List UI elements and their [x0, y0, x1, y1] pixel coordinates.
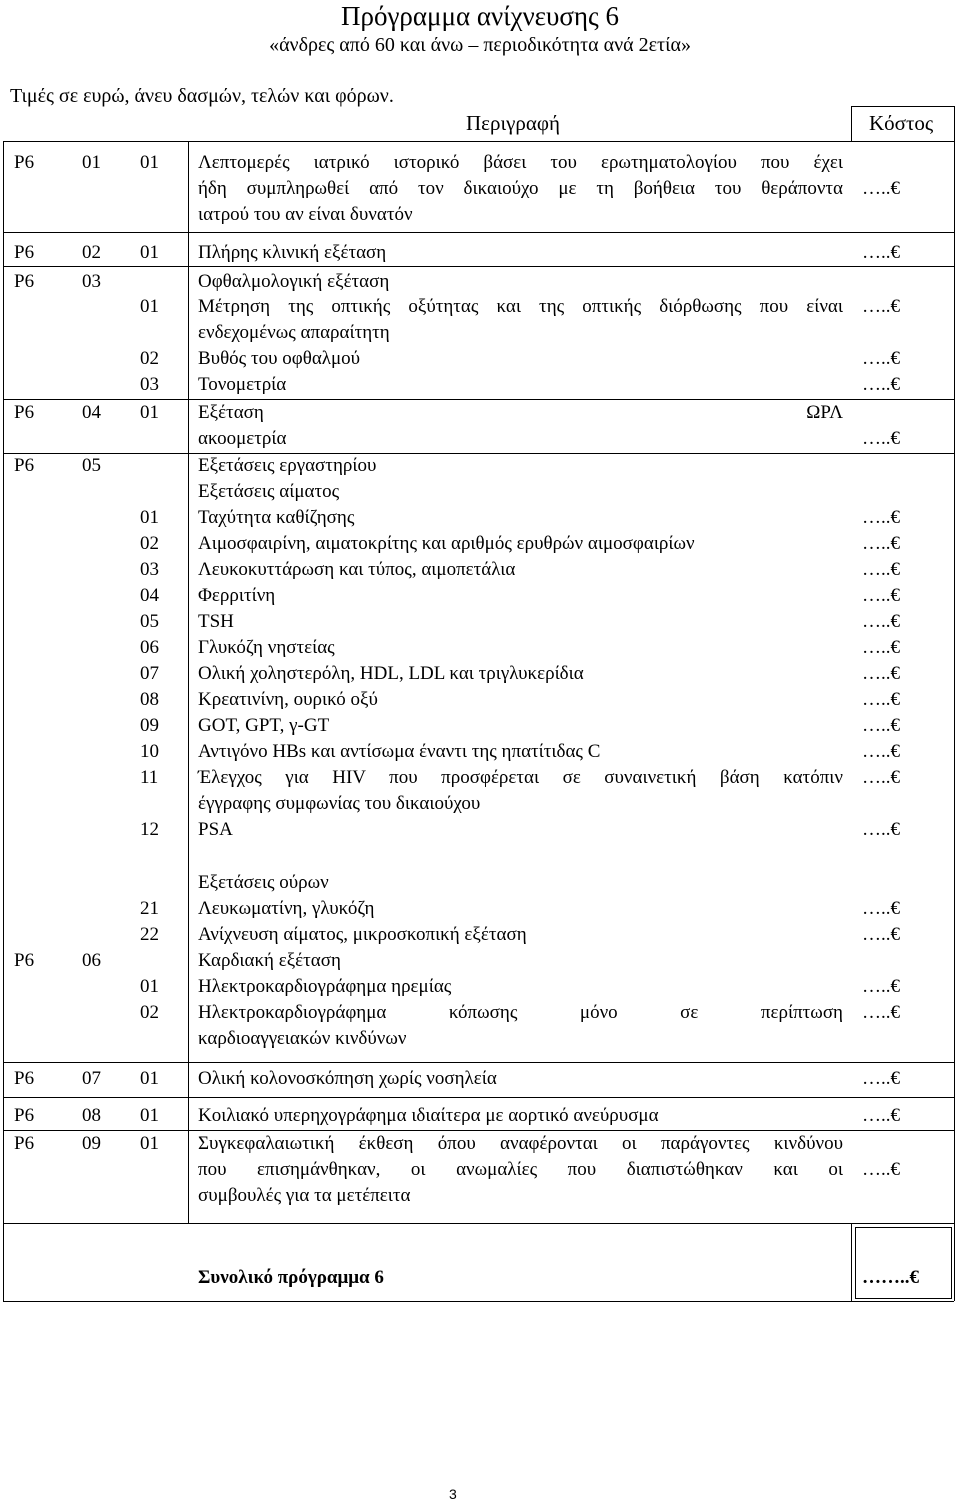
code-item: 02	[140, 1002, 159, 1023]
cost-value: …..€	[862, 637, 900, 658]
code-item: 05	[140, 611, 159, 632]
item-description: Λευκωματίνη, γλυκόζη	[198, 898, 375, 919]
column-header-description: Περιγραφή	[466, 111, 560, 135]
item-description: GOT, GPT, γ-GT	[198, 715, 330, 736]
code-program: P6	[14, 1068, 35, 1089]
item-description: Κρεατινίνη, ουρικό οξύ	[198, 689, 378, 710]
item-description: Κοιλιακό υπερηχογράφημα ιδιαίτερα με αορτικό ανεύρυσμα	[198, 1105, 659, 1126]
cost-value: …..€	[862, 296, 900, 317]
table-border-left	[3, 141, 4, 1301]
item-description: Αιμοσφαιρίνη, αιματοκρίτης και αριθμός ερυθρών αιμοσφαιρίων	[198, 533, 695, 554]
item-description: καρδιοαγγειακών κινδύνων	[198, 1028, 407, 1050]
cost-value: …..€	[862, 1159, 900, 1180]
item-description: έγγραφης συμφωνίας του δικαιούχου	[198, 793, 481, 815]
code-program: P6	[14, 1105, 35, 1126]
item-description: Μέτρηση της οπτικής οξύτητας και της οπτικής διόρθωσης που είναι	[198, 296, 843, 317]
cost-value: …..€	[862, 689, 900, 710]
item-description: Συγκεφαλαιωτική έκθεση όπου αναφέρονται οι παράγοντες κινδύνου	[198, 1133, 843, 1154]
table-rule	[851, 1223, 852, 1301]
cost-value: …..€	[862, 741, 900, 762]
page-number: 3	[449, 1486, 457, 1502]
item-description: Λευκοκυττάρωση και τύπος, αιμοπετάλια	[198, 559, 516, 580]
code-item: 01	[140, 152, 159, 173]
table-rule	[188, 141, 189, 1223]
cost-value: …..€	[862, 348, 900, 369]
item-description: Ταχύτητα καθίζησης	[198, 507, 355, 528]
table-border-right	[954, 106, 955, 1301]
code-item: 01	[140, 1068, 159, 1089]
item-description: Ανίχνευση αίματος, μικροσκοπική εξέταση	[198, 924, 527, 945]
code-item: 01	[140, 1105, 159, 1126]
subgroup-title: Εξετάσεις ούρων	[198, 872, 329, 893]
cost-value: …..€	[862, 374, 900, 395]
item-description: Γλυκόζη νηστείας	[198, 637, 335, 658]
table-rule	[3, 1130, 954, 1131]
code-section: 08	[82, 1105, 101, 1126]
item-description: Βυθός του οφθαλμού	[198, 348, 361, 369]
cost-value: …..€	[862, 585, 900, 606]
code-program: P6	[14, 402, 35, 423]
code-item: 08	[140, 689, 159, 710]
subgroup-title: Εξετάσεις αίματος	[198, 481, 340, 502]
item-description: Έλεγχος για HIV που προσφέρεται σε συναινετική βάση κατόπιν	[198, 767, 843, 788]
code-section: 04	[82, 402, 101, 423]
total-label: Συνολικό πρόγραμμα 6	[198, 1267, 384, 1288]
code-section: 07	[82, 1068, 101, 1089]
code-item: 01	[140, 242, 159, 263]
cost-value: …..€	[862, 1002, 900, 1023]
item-description: Ηλεκτροκαρδιογράφημα κόπωσης μόνο σε περίπτωση	[198, 1002, 843, 1023]
cost-value: …..€	[862, 819, 900, 840]
item-description: ήδη συμπληρωθεί από τον δικαιούχο με τη βοήθεια του θεράποντα	[198, 178, 843, 200]
group-title: Καρδιακή εξέταση	[198, 950, 341, 971]
code-item: 10	[140, 741, 159, 762]
table-rule	[3, 453, 954, 454]
table-rule	[3, 232, 954, 233]
cost-value: …..€	[862, 767, 900, 788]
code-item: 01	[140, 507, 159, 528]
cost-value: …..€	[862, 611, 900, 632]
item-description: Εξέταση ΩΡΛ	[198, 402, 843, 423]
code-item: 03	[140, 374, 159, 395]
table-rule	[3, 1223, 954, 1224]
cost-value: …..€	[862, 715, 900, 736]
item-description: Τονομετρία	[198, 374, 287, 395]
cost-value: …..€	[862, 898, 900, 919]
item-description: Ολική χοληστερόλη, HDL, LDL και τριγλυκερίδια	[198, 663, 584, 684]
code-item: 01	[140, 402, 159, 423]
code-program: P6	[14, 152, 35, 173]
cost-value: …..€	[862, 428, 900, 449]
cost-value: …..€	[862, 976, 900, 997]
item-description: Λεπτομερές ιατρικό ιστορικό βάσει του ερωτηματολογίου που έχει	[198, 152, 843, 173]
code-item: 09	[140, 715, 159, 736]
cost-value: …..€	[862, 178, 900, 199]
item-description: Αντιγόνο HBs και αντίσωμα έναντι της ηπατίτιδας C	[198, 741, 601, 762]
code-item: 01	[140, 1133, 159, 1154]
item-description: ενδεχομένως απαραίτητη	[198, 322, 390, 344]
code-item: 22	[140, 924, 159, 945]
code-item: 11	[140, 767, 159, 788]
item-description: ιατρού του αν είναι δυνατόν	[198, 204, 413, 226]
code-item: 01	[140, 976, 159, 997]
table-rule	[3, 266, 954, 267]
table-rule	[3, 1097, 954, 1098]
cost-value: …..€	[862, 242, 900, 263]
group-title: Εξετάσεις εργαστηρίου	[198, 455, 377, 476]
table-rule	[3, 141, 954, 142]
cost-value: …..€	[862, 1068, 900, 1089]
item-description: συμβουλές για τα μετέπειτα	[198, 1185, 411, 1207]
cost-value: …..€	[862, 924, 900, 945]
cost-value: …..€	[862, 1105, 900, 1126]
table-rule	[3, 399, 954, 400]
item-description: που επισημάνθηκαν, οι ανωμαλίες που διαπιστώθηκαν και οι	[198, 1159, 843, 1181]
item-description: Πλήρης κλινική εξέταση	[198, 242, 387, 263]
table-rule	[851, 106, 852, 141]
item-description: Φερριτίνη	[198, 585, 276, 606]
code-section: 09	[82, 1133, 101, 1154]
code-section: 05	[82, 455, 101, 476]
code-item: 21	[140, 898, 159, 919]
code-program: P6	[14, 271, 35, 292]
code-section: 01	[82, 152, 101, 173]
item-description: ακοομετρία	[198, 428, 287, 450]
code-section: 02	[82, 242, 101, 263]
cost-value: …..€	[862, 507, 900, 528]
code-section: 06	[82, 950, 101, 971]
table-border-top	[851, 106, 954, 107]
code-item: 03	[140, 559, 159, 580]
price-note: Τιμές σε ευρώ, άνευ δασμών, τελών και φόρων.	[10, 85, 394, 107]
cost-value: …..€	[862, 559, 900, 580]
total-cost: ……..€	[862, 1267, 919, 1288]
code-program: P6	[14, 242, 35, 263]
table-border-bottom	[3, 1301, 954, 1302]
item-description: PSA	[198, 819, 233, 840]
code-item: 07	[140, 663, 159, 684]
code-item: 04	[140, 585, 159, 606]
table-rule	[3, 1062, 954, 1063]
group-title: Οφθαλμολογική εξέταση	[198, 271, 390, 292]
code-item: 02	[140, 348, 159, 369]
cost-value: …..€	[862, 663, 900, 684]
code-item: 02	[140, 533, 159, 554]
code-program: P6	[14, 1133, 35, 1154]
page-subtitle: «άνδρες από 60 και άνω – περιοδικότητα ανά 2ετία»	[269, 34, 691, 56]
code-item: 01	[140, 296, 159, 317]
item-description: Ηλεκτροκαρδιογράφημα ηρεμίας	[198, 976, 452, 997]
total-cost-box	[855, 1227, 952, 1299]
code-item: 12	[140, 819, 159, 840]
page-title: Πρόγραμμα ανίχνευσης 6	[340, 1, 619, 31]
code-item: 06	[140, 637, 159, 658]
item-description: TSH	[198, 611, 234, 632]
item-description: Ολική κολονοσκόπηση χωρίς νοσηλεία	[198, 1068, 497, 1089]
code-section: 03	[82, 271, 101, 292]
code-program: P6	[14, 950, 35, 971]
cost-value: …..€	[862, 533, 900, 554]
code-program: P6	[14, 455, 35, 476]
column-header-cost: Κόστος	[869, 111, 934, 135]
